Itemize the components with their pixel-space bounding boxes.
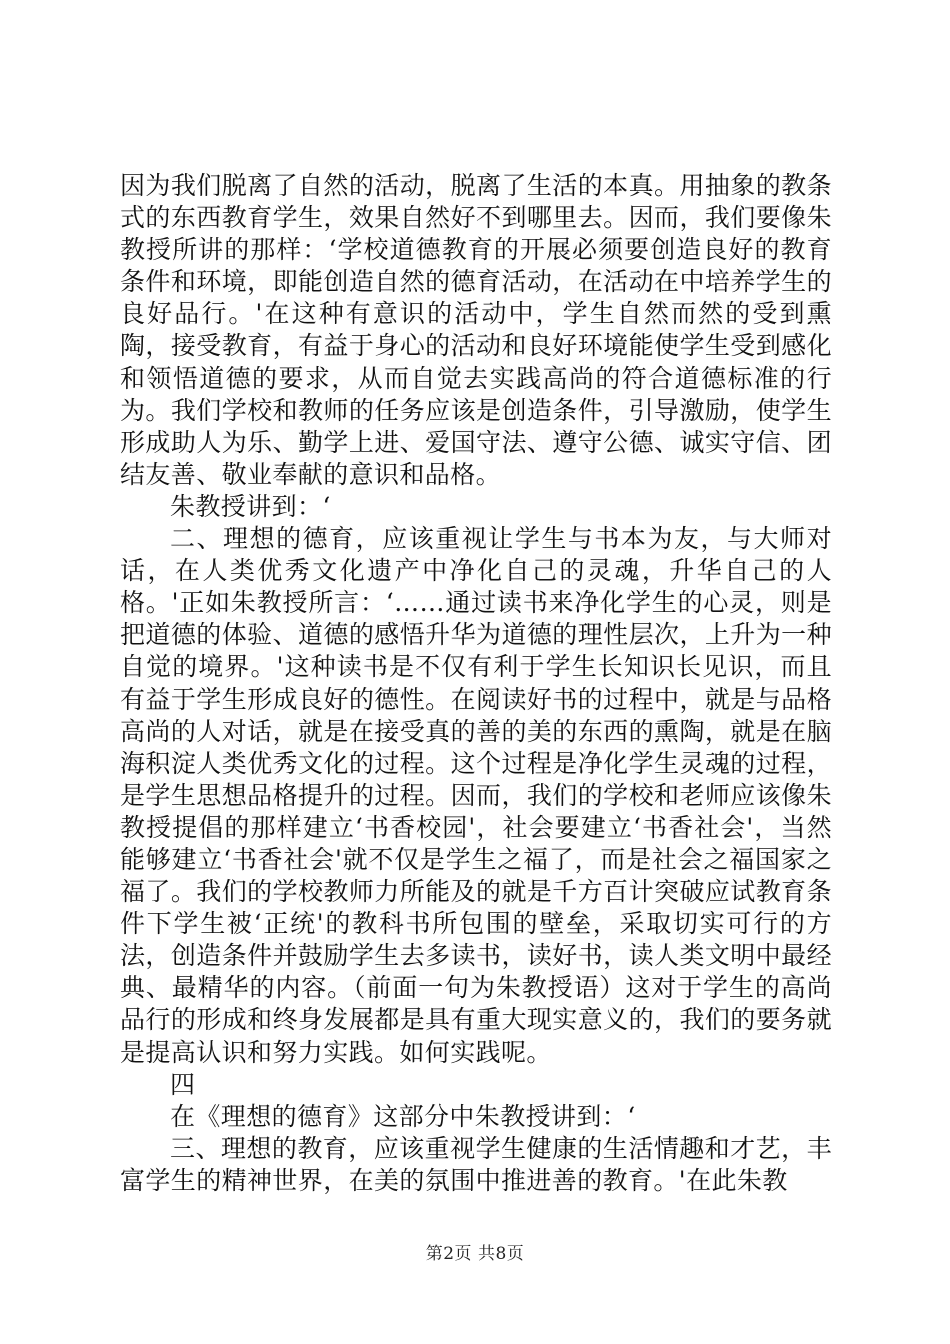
- document-body: [120, 170, 832, 1197]
- paragraph-quote-intro: 朱教授讲到：‘: [170, 491, 331, 521]
- paragraph-heading-four: 四: [170, 1069, 196, 1099]
- paragraph-section-two: 二、理想的德育，应该重视让学生与书本为友，与大师对话，在人类优秀文化遗产中净化自己的灵魂，升华自己的人格。'正如朱教授所言：‘……通过读书来净化学生的心灵，则是把道德的体验、道德的感悟升华为道德的理性层次，上升为一种自觉的境界。'这种读书是不仅有利于学生长知识长见识，而且有益于学生形成良好的德性。在阅读好书的过程中，就是与品格高尚的人对话，就是在接受真的善的美的东西的熏陶，就是在脑海积淀人类优秀文化的过程。这个过程是净化学生灵魂的过程，是学生思想品格提升的过程。因而，我们的学校和老师应该像朱教授提倡的那样建立‘书香校园'，社会要建立‘书香社会'，当然能够建立‘书香社会'就不仅是学生之福了，而是社会之福国家之福了。我们的学校教师力所能及的就是千方百计突破应试教育条件下学生被‘正统'的教科书所包围的壁垒，采取切实可行的方法，创造条件并鼓励学生去多读书，读好书，读人类文明中最经典、最精华的内容。（前面一句为朱教授语）这对于学生的高尚品行的形成和终身发展都是具有重大现实意义的，我们的要务就是提高认识和努力实践。如何实践呢。: [120, 524, 832, 1067]
- paragraph-continuation: 因为我们脱离了自然的活动，脱离了生活的本真。用抽象的教条式的东西教育学生，效果自然好不到哪里去。因而，我们要像朱教授所讲的那样：‘学校道德教育的开展必须要创造良好的教育条件和环境，即能创造自然的德育活动，在活动在中培养学生的良好品行。'在这种有意识的活动中，学生自然而然的受到熏陶，接受教育，有益于身心的活动和良好环境能使学生受到感化和领悟道德的要求，从而自觉去实践高尚的符合道德标准的行为。我们学校和教师的任务应该是创造条件，引导激励，使学生形成助人为乐、勤学上进、爱国守法、遵守公德、诚实守信、团结友善、敬业奉献的意识和品格。: [120, 171, 832, 489]
- page-number-footer: 第2页 共8页: [425, 1244, 525, 1264]
- paragraph-quote-intro-two: 在《理想的德育》这部分中朱教授讲到：‘: [170, 1101, 636, 1131]
- paragraph-section-three: 三、理想的教育，应该重视学生健康的生活情趣和才艺，丰富学生的精神世界，在美的氛围中推进善的教育。'在此朱教: [120, 1133, 832, 1195]
